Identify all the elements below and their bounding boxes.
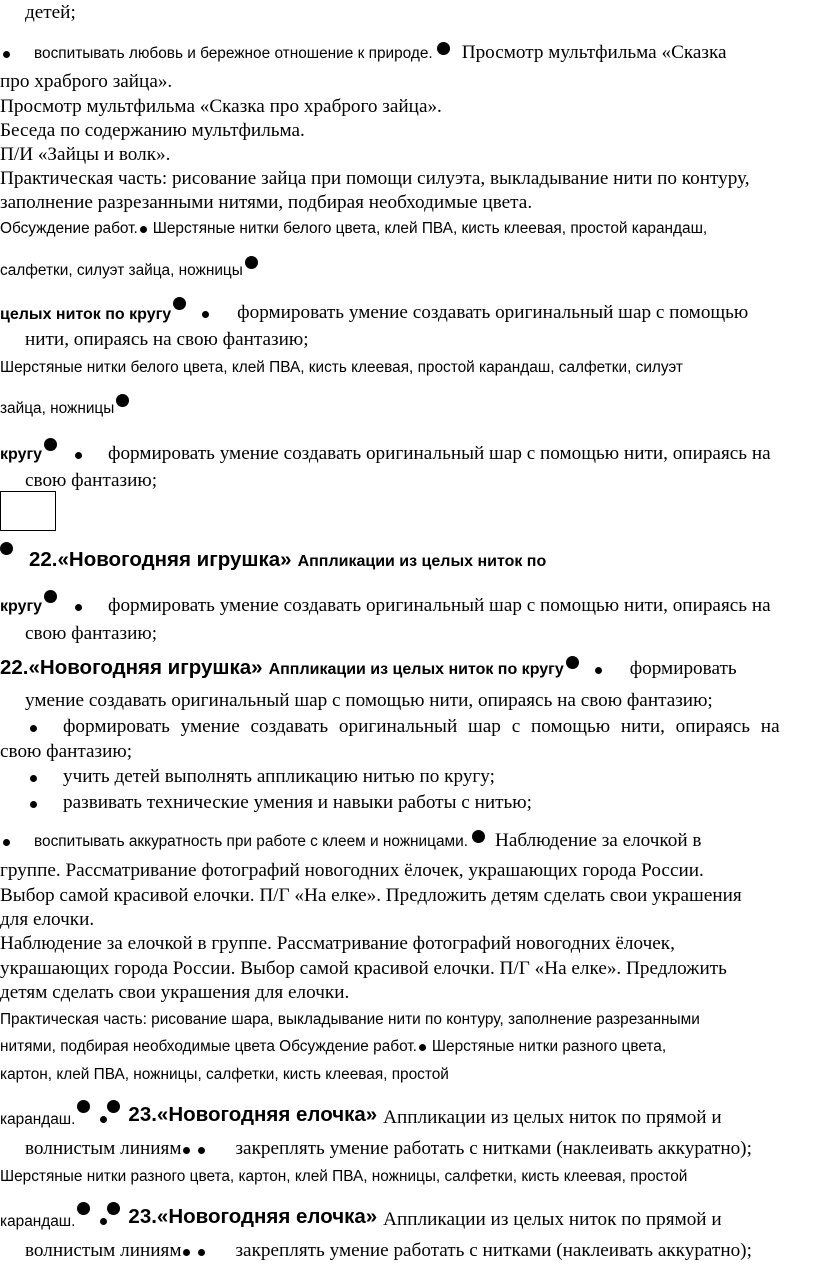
bullet-icon	[140, 226, 147, 233]
section-heading: 22.«Новогодняя игрушка»	[0, 656, 263, 679]
text-line	[25, 1240, 752, 1262]
text-span: карандаш.	[0, 1111, 76, 1128]
text-span: кругу	[0, 446, 43, 463]
text-span: Наблюдение за елочкой в	[494, 830, 702, 851]
text-span: закреплять умение работать с нитками (наклеивать аккуратно);	[235, 1138, 752, 1159]
text-span: формировать умение создавать оригинальный шар с помощью нити, опираясь на	[108, 595, 771, 616]
text-span: зайца, ножницы	[0, 400, 115, 417]
text-line	[0, 590, 771, 616]
section-heading: 22.«Новогодняя игрушка»	[29, 548, 292, 571]
text-span: формировать умение создавать оригинальный шар с помощью	[237, 302, 749, 323]
text-line: заполнение разрезанными нитями, подбирая необходимые цвета.	[0, 192, 533, 213]
section-heading: 23.«Новогодняя елочка»	[128, 1103, 378, 1126]
text-span: формировать	[629, 658, 737, 679]
bullet-icon	[3, 51, 10, 58]
circle-icon	[472, 830, 485, 843]
text-line: картон, клей ПВА, ножницы, салфетки, кисть клеевая, простой	[0, 1066, 449, 1083]
bullet-icon	[202, 311, 209, 318]
bullet-icon	[198, 1147, 205, 1154]
text-span: Просмотр мультфильма «Сказка	[461, 42, 727, 63]
text-line: украшающих города России. Выбор самой красивой елочки. П/Г «На елке». Предложить	[0, 958, 727, 979]
text-span: волнистым линиям	[25, 1138, 182, 1159]
text-span: Шерстяные нитки белого цвета, клей ПВА, кисть клеевая, простой карандаш,	[152, 220, 708, 237]
bullet-line	[0, 792, 532, 814]
bullet-icon	[419, 1044, 426, 1051]
text-line	[0, 256, 260, 279]
text-span: Аппликации из целых ниток по кругу	[268, 661, 564, 678]
text-line: Просмотр мультфильма «Сказка про храброго зайца».	[0, 96, 442, 117]
text-span: воспитывать любовь и бережное отношение к природе.	[34, 45, 433, 62]
bullet-icon	[75, 452, 82, 459]
circle-icon	[77, 1202, 90, 1215]
text-line: умение создавать оригинальный шар с помощью нити, опираясь на свою фантазию;	[25, 690, 713, 711]
bullet-icon	[183, 1249, 190, 1256]
text-line: Выбор самой красивой елочки. П/Г «На елке». Предложить детям сделать свои украшения	[0, 885, 742, 906]
text-span: нитями, подбирая необходимые цвета Обсуждение работ.	[0, 1038, 417, 1055]
text-line	[0, 1038, 666, 1056]
circle-icon	[566, 656, 579, 669]
bullet-icon	[75, 604, 82, 611]
text-span: Шерстяные нитки разного цвета,	[431, 1038, 667, 1055]
bullet-icon	[30, 775, 37, 782]
text-span: учить детей выполнять аппликацию нитью по кругу;	[63, 766, 495, 787]
text-line: про храброго зайца».	[0, 71, 173, 92]
text-line: нити, опираясь на свою фантазию;	[25, 329, 309, 350]
heading-line	[0, 656, 737, 680]
heading-line	[0, 1202, 722, 1230]
circle-icon	[44, 590, 57, 603]
text-span: карандаш.	[0, 1213, 76, 1230]
bullet-icon	[30, 801, 37, 808]
circle-icon	[437, 42, 450, 55]
text-line	[0, 394, 131, 417]
text-span: Аппликации из целых ниток по прямой и	[383, 1209, 722, 1230]
text-span: целых ниток по кругу	[0, 306, 172, 323]
text-line	[0, 297, 749, 323]
text-line: детям сделать свои украшения для елочки.	[0, 982, 350, 1003]
circle-icon	[107, 1202, 120, 1215]
text-span: Аппликации из целых ниток по прямой и	[383, 1107, 722, 1128]
circle-icon	[77, 1100, 90, 1113]
bullet-icon	[595, 667, 602, 674]
circle-icon	[116, 394, 129, 407]
circle-icon	[44, 438, 57, 451]
bullet-line	[0, 716, 780, 738]
circle-icon	[173, 297, 186, 310]
text-span: кругу	[0, 598, 43, 615]
text-line	[25, 1138, 752, 1160]
text-line: группе. Рассматривание фотографий новогодних ёлочек, украшающих города России.	[0, 860, 704, 881]
bullet-icon	[3, 839, 10, 846]
text-line: свою фантазию;	[0, 741, 133, 762]
bullet-icon	[30, 725, 37, 732]
bullet-line	[0, 766, 495, 788]
heading-line	[0, 548, 546, 572]
text-span: Аппликации из целых ниток по	[297, 553, 547, 570]
bullet-icon	[100, 1116, 107, 1123]
text-line: свою фантазию;	[25, 623, 158, 644]
bullet-line	[0, 42, 727, 64]
text-span: формировать умение создавать оригинальный шар с помощью нити, опираясь на	[108, 443, 771, 464]
bullet-icon	[198, 1249, 205, 1256]
text-span: Обсуждение работ.	[0, 220, 138, 237]
bullet-icon	[183, 1147, 190, 1154]
text-span: развивать технические умения и навыки работы с нитью;	[63, 792, 532, 813]
text-line: Практическая часть: рисование зайца при помощи силуэта, выкладывание нити по контуру,	[0, 168, 750, 189]
text-line: Наблюдение за елочкой в группе. Рассматривание фотографий новогодних ёлочек,	[0, 933, 675, 954]
text-line	[0, 438, 771, 464]
text-line: П/И «Зайцы и волк».	[0, 144, 171, 165]
circle-icon	[0, 542, 13, 555]
text-line: Шерстяные нитки белого цвета, клей ПВА, кисть клеевая, простой карандаш, салфетки, силуэт	[0, 359, 683, 376]
text-span: формировать умение создавать оригинальный шар с помощью нити, опираясь на	[63, 716, 780, 737]
text-line: детей;	[25, 2, 76, 23]
text-span: волнистым линиям	[25, 1240, 182, 1261]
section-heading: 23.«Новогодняя елочка»	[128, 1205, 378, 1228]
circle-icon	[245, 256, 258, 269]
text-span: закреплять умение работать с нитками (наклеивать аккуратно);	[235, 1240, 752, 1261]
circle-icon	[107, 1100, 120, 1113]
heading-line	[0, 1100, 722, 1128]
text-line: Шерстяные нитки разного цвета, картон, клей ПВА, ножницы, салфетки, кисть клеевая, простой	[0, 1168, 688, 1185]
text-line	[0, 220, 707, 238]
text-line: свою фантазию;	[25, 470, 158, 491]
text-line: Практическая часть: рисование шара, выкладывание нити по контуру, заполнение разрезанными	[0, 1011, 700, 1028]
bullet-icon	[100, 1218, 107, 1225]
empty-box	[0, 491, 56, 531]
text-line: Беседа по содержанию мультфильма.	[0, 120, 305, 141]
bullet-line	[0, 830, 702, 852]
text-span: салфетки, силуэт зайца, ножницы	[0, 262, 243, 279]
text-line: для елочки.	[0, 909, 95, 930]
text-span: воспитывать аккуратность при работе с клеем и ножницами.	[34, 833, 468, 850]
